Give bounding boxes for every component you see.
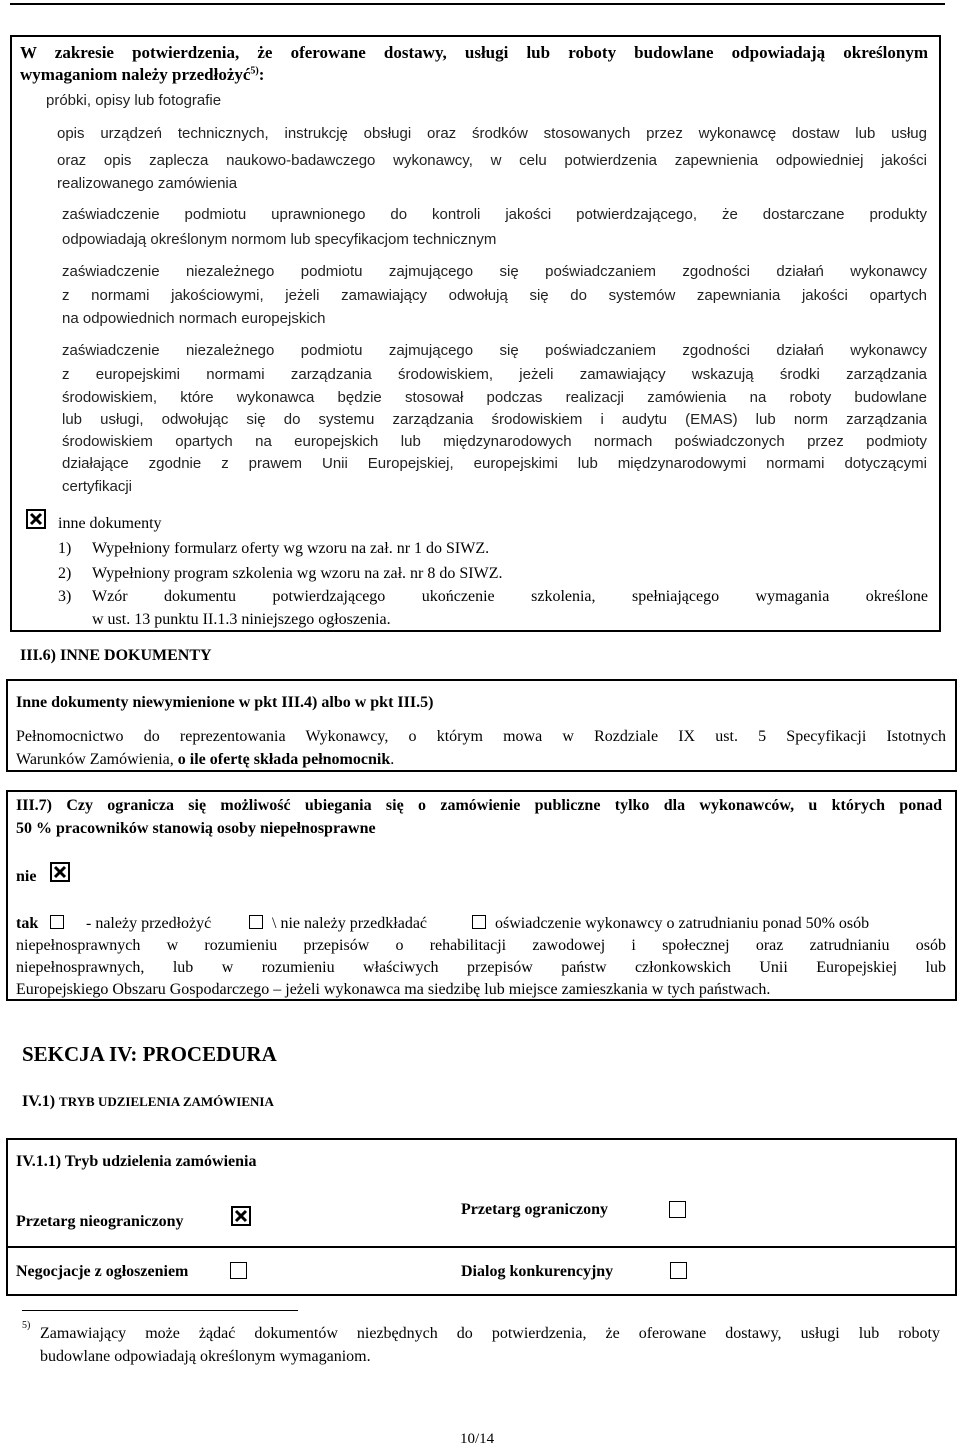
item-emas-line6: działające zgodnie z prawem Unii Europejskiej, europejskimi lub międzynarodowymi normami dotyczącymi <box>62 455 927 472</box>
item-iso-line3: na odpowiednich normach europejskich <box>62 310 326 327</box>
list-num-2: 2) <box>58 565 72 582</box>
section-iv1-heading: IV.1) TRYB UDZIELENIA ZAMÓWIENIA <box>22 1093 274 1110</box>
checkmark-x-icon <box>29 512 43 526</box>
section-iii6-subtitle: Inne dokumenty niewymienione w pkt III.4) albo w pkt III.5) <box>16 694 434 711</box>
item-emas-line1: zaświadczenie niezależnego podmiotu zajmującego się poświadczaniem zgodności działań wykonawcy <box>62 342 927 359</box>
section-iii7-body-line2: niepełnosprawnych, lub w rozumieniu właściwych przepisów państw członkowskich Unii Europejskiej lub <box>16 959 946 976</box>
other-docs-label: inne dokumenty <box>58 515 162 532</box>
item-emas-line4: lub usługi, odwołując się do systemu zarządzania środowiskiem i audytu (EMAS) lub norm zarządzania <box>62 411 927 428</box>
evidence-heading-line2: wymaganiom należy przedłożyć$^{5)}$: <box>20 65 265 84</box>
item-iso-line1: zaświadczenie niezależnego podmiotu zajmującego się poświadczaniem zgodności działań wykonawcy <box>62 263 927 280</box>
item-emas-line2: z europejskimi normami zarządzania środowiskiem, jeżeli zamawiający wskazują środki zarządzania <box>62 366 927 383</box>
option-negocjacje-label: Negocjacje z ogłoszeniem <box>16 1263 189 1280</box>
item-quality-line1: zaświadczenie podmiotu uprawnionego do kontroli jakości potwierdzającego, że dostarczane produkty <box>62 206 927 223</box>
option-ograniczony-label: Przetarg ograniczony <box>461 1201 609 1218</box>
checkmark-x-icon <box>53 865 67 879</box>
section-iii7-line2: 50 % pracowników stanowią osoby niepełnosprawne <box>16 820 376 837</box>
list-num-1: 1) <box>58 540 72 557</box>
footnote-line1: Zamawiający może żądać dokumentów niezbędnych do potwierdzenia, że oferowane dostawy, usługi lub roboty <box>40 1325 940 1342</box>
item-emas-line5: środowiskiem opartych na europejskich lub międzynarodowych normach poświadczonych przez podmioty <box>62 433 927 450</box>
section-iii6-line1: Pełnomocnictwo do reprezentowania Wykonawcy, o którym mowa w Rozdziale IX ust. 5 Specyfikacji Istotnych <box>16 728 946 745</box>
item-tech-line1: opis urządzeń technicznych, instrukcję obsługi oraz środków stosowanych przez wykonawcę dostaw lub usług <box>57 125 927 142</box>
evidence-heading-line1: W zakresie potwierdzenia, że oferowane dostawy, usługi lub roboty budowlane odpowiadają określonym <box>20 43 928 62</box>
tak-no-submit-text: \ nie należy przedkładać <box>272 915 428 932</box>
item-quality-line2: odpowiadają określonym normom lub specyfikacjom technicznym <box>62 231 497 248</box>
option-dialog-checkbox[interactable] <box>670 1262 687 1279</box>
section-iii6-title: III.6) INNE DOKUMENTY <box>20 647 212 664</box>
other-docs-checkbox[interactable] <box>26 509 46 529</box>
top-rule <box>10 3 945 5</box>
tak-submit-text: - należy przedłożyć <box>86 915 212 932</box>
section-iii7-line1: III.7) Czy ogranicza się możliwość ubiegania się o zamówienie publiczne tylko dla wykonawców, u których ponad <box>16 797 942 814</box>
section-iii7-body-line1: niepełnosprawnych w rozumieniu przepisów o rehabilitacji zawodowej i społecznej oraz zatrudnianiu osób <box>16 937 946 954</box>
list-text-2: Wypełniony program szkolenia wg wzoru na zał. nr 8 do SIWZ. <box>92 565 503 582</box>
option-nieograniczony-label: Przetarg nieograniczony <box>16 1213 184 1230</box>
nie-checkbox[interactable] <box>50 862 70 882</box>
option-negocjacje-checkbox[interactable] <box>230 1262 247 1279</box>
procedure-box-title: IV.1.1) Tryb udzielenia zamówienia <box>16 1153 257 1170</box>
section-iii6-line2: Warunków Zamówienia, o ile ofertę składa pełnomocnik. <box>16 751 395 768</box>
item-emas-line7: certyfikacji <box>62 478 133 495</box>
no-submit-checkbox[interactable] <box>472 915 486 929</box>
tak-rest-text: oświadczenie wykonawcy o zatrudnianiu ponad 50% osób <box>495 915 870 932</box>
option-nieograniczony-checkbox[interactable] <box>231 1206 251 1226</box>
procedure-divider <box>6 1246 957 1248</box>
footnote-mark: 5) <box>22 1320 31 1331</box>
list-num-3: 3) <box>58 588 72 605</box>
item-samples: próbki, opisy lub fotografie <box>46 92 222 109</box>
item-tech-line3: realizowanego zamówienia <box>57 175 238 192</box>
list-text-3-line2: w ust. 13 punktu II.1.3 niniejszego ogłoszenia. <box>92 611 391 628</box>
section-iv-title: SEKCJA IV: PROCEDURA <box>22 1042 277 1066</box>
nie-label: nie <box>16 868 37 885</box>
submit-checkbox[interactable] <box>249 915 263 929</box>
item-iso-line2: z normami jakościowymi, jeżeli zamawiający odwołują się do systemów zapewniania jakości opartych <box>62 287 927 304</box>
section-iii7-body-line3: Europejskiego Obszaru Gospodarczego – jeżeli wykonawca ma siedzibę lub miejsce zamieszkania w tych państwach. <box>16 981 771 998</box>
tak-label: tak <box>16 915 39 932</box>
item-emas-line3: środowiskiem, które wykonawca będzie stosował podczas realizacji zamówienia na roboty budowlane <box>62 389 927 406</box>
page-number: 10/14 <box>460 1431 495 1447</box>
footnote-line2: budowlane odpowiadają określonym wymaganiom. <box>40 1348 371 1365</box>
list-text-1: Wypełniony formularz oferty wg wzoru na zał. nr 1 do SIWZ. <box>92 540 490 557</box>
list-text-3-line1: Wzór dokumentu potwierdzającego ukończenie szkolenia, spełniającego wymagania określone <box>92 588 928 605</box>
option-dialog-label: Dialog konkurencyjny <box>461 1263 614 1280</box>
tak-checkbox[interactable] <box>50 915 64 929</box>
option-ograniczony-checkbox[interactable] <box>669 1201 686 1218</box>
footnote-rule <box>22 1310 298 1311</box>
item-tech-line2: oraz opis zaplecza naukowo-badawczego wykonawcy, w celu potwierdzenia zapewnienia odpowiedniej jakości <box>57 152 927 169</box>
checkmark-x-icon <box>234 1209 248 1223</box>
